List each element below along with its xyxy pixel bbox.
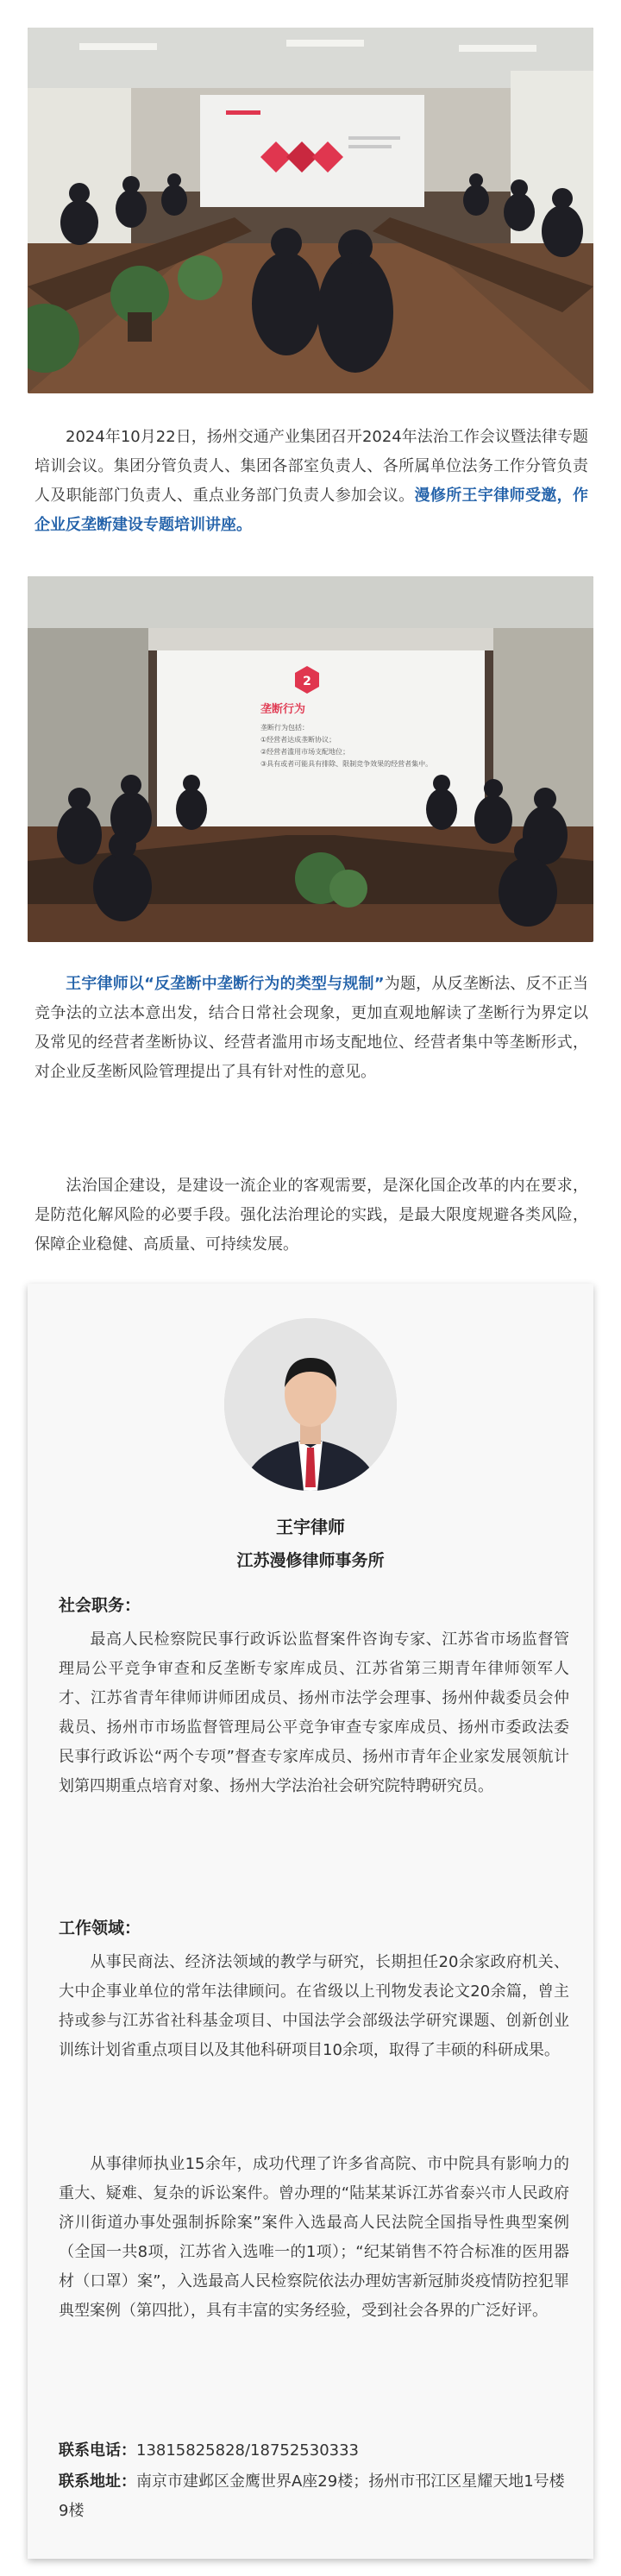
roles-heading: 社会职务： bbox=[59, 1596, 141, 1615]
intro-highlight: 漫修所王宇律师受邀，作企业反垄断建设专题培训讲座。 bbox=[34, 487, 588, 534]
lawyer-profile-card bbox=[28, 1284, 593, 2559]
phone-number[interactable]: 13815825828/18752530333 bbox=[136, 2441, 360, 2460]
slide-title: 垄断行为 bbox=[260, 703, 306, 716]
fields-text-2: 从事律师执业15余年，成功代理了许多省高院、市中院具有影响力的重大、疑难、复杂的诉讼案件。曾办理的“陆某某诉江苏省泰兴市人民政府济川街道办事处强制拆除案”案件入选最高人民法院全国指导性典型案例（全国一共8项，江苏省入选唯一的1项）；“纪某销售不符合标准的医用器材（口罩）案”，入选最高人民检察院依法办理妨害新冠肺炎疫情防控犯罪典型案例（第四批），具有丰富的实务经验，受到社会各界的广泛好评。 bbox=[59, 2155, 569, 2320]
intro-text: 2024年10月22日，扬州交通产业集团召开2024年法治工作会议暨法律专题培训会议。集团分管负责人、集团各部室负责人、各所属单位法务工作分管负责人及职能部门负责人、重点业务部门负责人参加会议。 bbox=[34, 428, 588, 505]
slide-line-1: 垄断行为包括： bbox=[260, 724, 309, 732]
fields-heading: 工作领域： bbox=[59, 1919, 141, 1938]
lecture-highlight: 王宇律师以“反垄断中垄断行为的类型与规制” bbox=[66, 975, 385, 993]
conclusion-paragraph bbox=[34, 1172, 588, 1260]
meeting-photo-1 bbox=[28, 28, 593, 393]
firm-name: 江苏漫修律师事务所 bbox=[236, 1551, 385, 1570]
lecture-paragraph bbox=[34, 970, 588, 1087]
slide-line-2: ①经营者达成垄断协议； bbox=[260, 736, 336, 744]
phone-label: 联系电话： bbox=[59, 2441, 136, 2460]
meeting-photo-2 bbox=[28, 576, 593, 942]
slide-line-3: ②经营者滥用市场支配地位； bbox=[260, 748, 350, 756]
fields-paragraph-2 bbox=[59, 2150, 569, 2326]
conclusion-text: 法治国企建设，是建设一流企业的客观需要，是深化国企改革的内在要求，是防范化解风险的必要手段。强化法治理论的实践，是最大限度规避各类风险，保障企业稳健、高质量、可持续发展。 bbox=[34, 1177, 588, 1253]
lawyer-avatar bbox=[224, 1318, 397, 1491]
lawyer-name: 王宇律师 bbox=[276, 1517, 345, 1537]
slide-number: 2 bbox=[303, 675, 311, 688]
contact-phone bbox=[59, 2436, 569, 2466]
intro-paragraph bbox=[34, 423, 588, 540]
roles-text: 最高人民检察院民事行政诉讼监督案件咨询专家、江苏省市场监督管理局公平竞争审查和反垄断专家库成员、江苏省第三期青年律师领军人才、江苏省青年律师讲师团成员、扬州市法学会理事、扬州仲裁委员会仲裁员、扬州市市场监督管理局公平竞争审查专家库成员、扬州市委政法委民事行政诉讼“两个专项”督查专家库成员、扬州市青年企业家发展领航计划第四期重点培育对象、扬州大学法治社会研究院特聘研究员。 bbox=[59, 1630, 569, 1795]
slide-line-4: ③具有或者可能具有排除、限制竞争效果的经营者集中。 bbox=[260, 760, 433, 768]
contact-address bbox=[59, 2467, 569, 2526]
fields-text-1: 从事民商法、经济法领域的教学与研究，长期担任20余家政府机关、大中企事业单位的常年法律顾问。在省级以上刊物发表论文20余篇，曾主持或参与江苏省社科基金项目、中国法学会部级法学研究课题、创新创业训练计划省重点项目以及其他科研项目10余项，取得了丰硕的科研成果。 bbox=[59, 1953, 569, 2059]
address-label: 联系地址： bbox=[59, 2472, 136, 2491]
address-text: 南京市建邺区金鹰世界A座29楼；扬州市邗江区星耀天地1号楼9楼 bbox=[59, 2472, 565, 2520]
lecture-text: 为题，从反垄断法、反不正当竞争法的立法本意出发，结合日常社会现象，更加直观地解读了垄断行为界定以及常见的经营者垄断协议、经营者滥用市场支配地位、经营者集中等垄断形式，对企业反垄断风险管理提出了具有针对性的意见。 bbox=[34, 975, 588, 1081]
fields-paragraph-1 bbox=[59, 1948, 569, 2065]
roles-paragraph bbox=[59, 1625, 569, 1801]
